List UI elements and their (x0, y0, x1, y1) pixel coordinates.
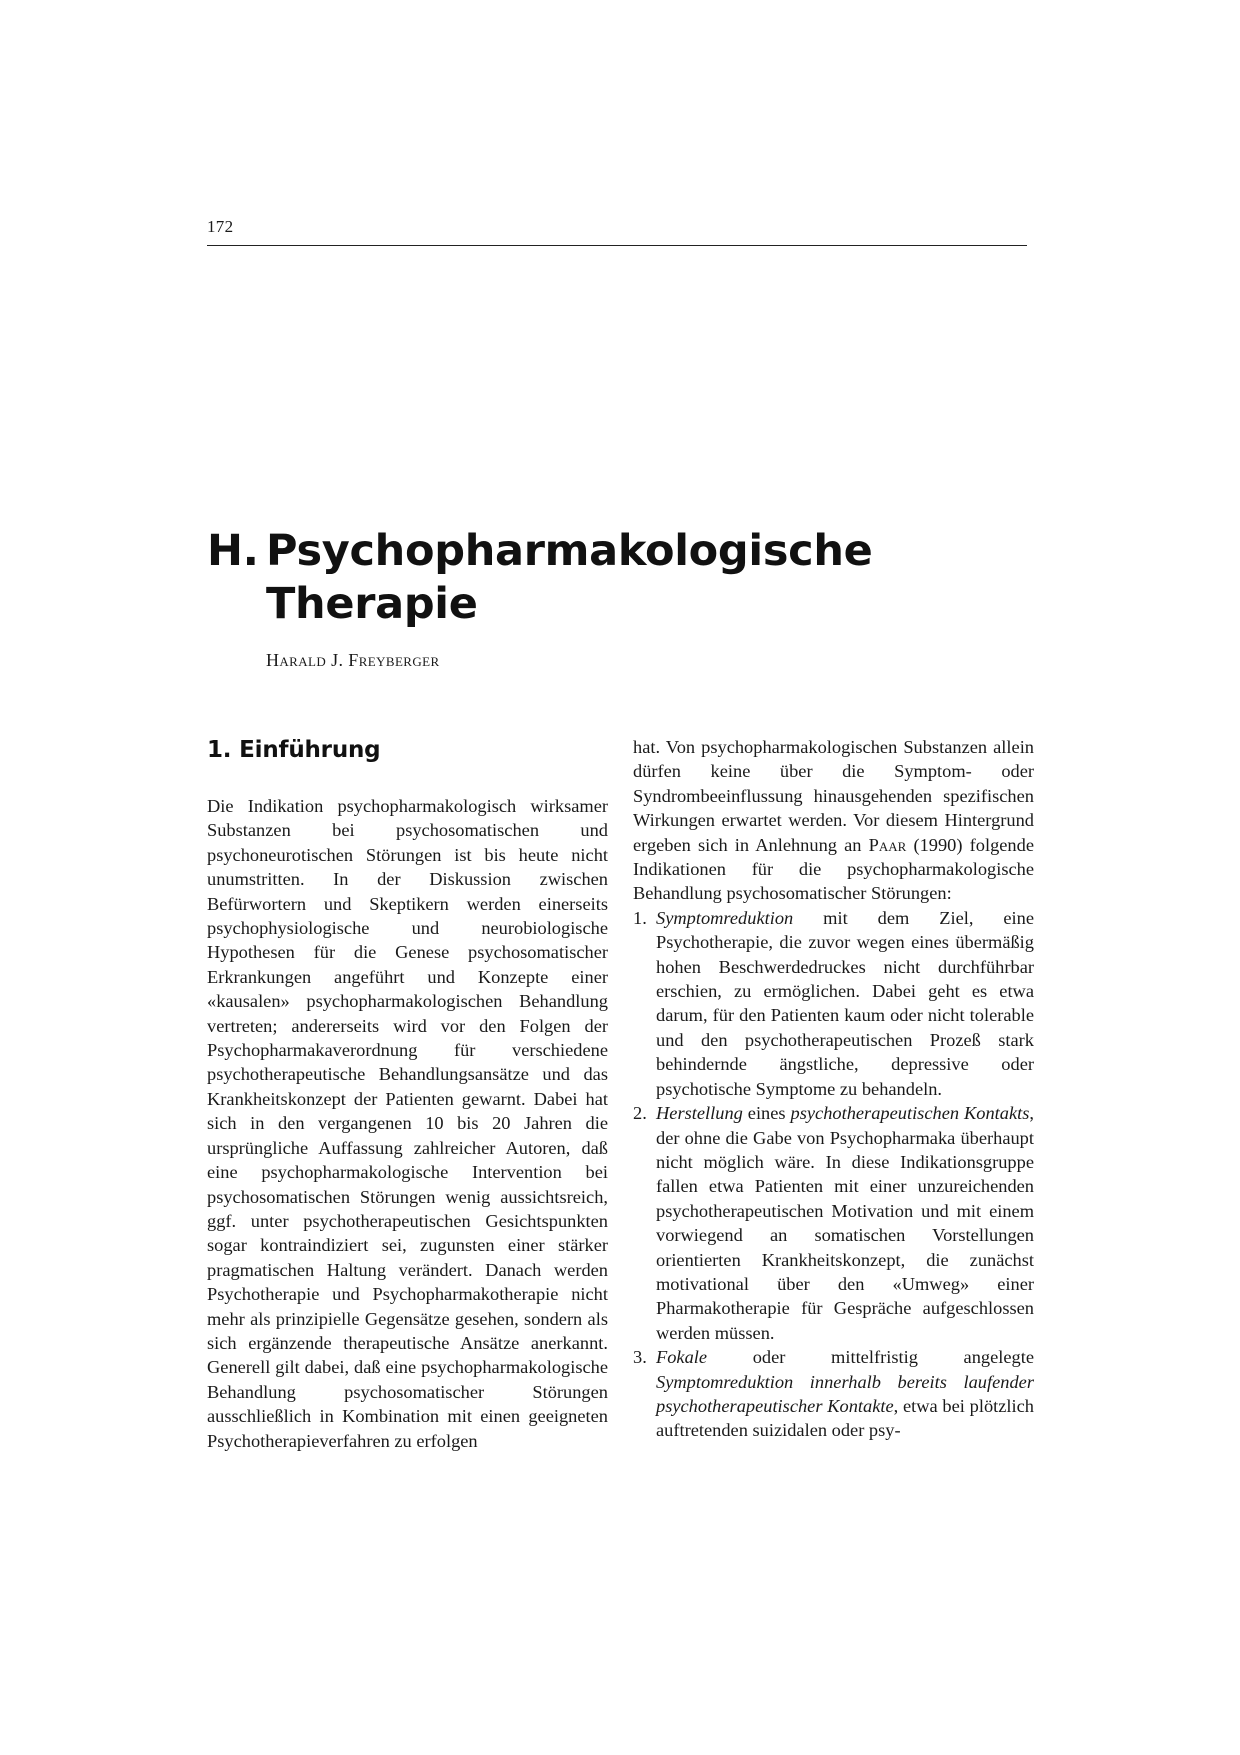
list-item-number: 3. (633, 1347, 647, 1368)
list-item (633, 1101, 1034, 1345)
list-item (633, 1345, 1034, 1443)
chapter-title (207, 525, 873, 631)
indications-list (633, 906, 1034, 1443)
list-item-text: oder mittelfristig angelegte (707, 1347, 1034, 1368)
list-item-text: eines (742, 1103, 791, 1124)
list-item-emphasis: Herstellung (656, 1103, 743, 1124)
chapter-title-line2: Therapie (266, 579, 478, 629)
page-number: 172 (207, 217, 234, 236)
indications-intro-text-2: (1990) folgende Indikationen für die psychopharmakologische Behandlung psychosomatischer Störungen: (633, 834, 1034, 904)
indications-intro (633, 735, 1034, 906)
chapter-letter: H. (207, 526, 259, 576)
cited-author: Paar (868, 834, 907, 855)
chapter-title-line1: Psychopharmakologische (266, 526, 873, 576)
list-item-text: , der ohne die Gabe von Psychopharmaka überhaupt nicht möglich wäre. In diese Indikationsgruppe fallen etwa Patienten mit einer unzureichenden psychotherapeutischen Motivation und mit einem vorwiegend an somatischen Vorstellungen orientierten Krankheitskonzept, die zunächst motivational über den «Umweg» einer Pharmakotherapie für Gespräche aufgeschlossen werden müssen. (656, 1103, 1034, 1343)
intro-paragraph: Die Indikation psychopharmakologisch wirksamer Substanzen bei psychosomatischen und psychoneurotischen Störungen ist bis heute nicht unumstritten. In der Diskussion zwischen Befürwortern und Skeptikern werden einerseits psychophysiologische und neurobiologische Hypothesen für die Genese psychosomatischer Erkrankungen angeführt und Konzepte einer «kausalen» psychopharmakologischen Behandlung vertreten; andererseits wird vor den Folgen der Psychopharmakaverordnung für verschiedene psychotherapeutische Behandlungsansätze und das Krankheitskonzept der Patienten gewarnt. Dabei hat sich in den vergangenen 10 bis 20 Jahren die ursprüngliche Auffassung zahlreicher Autoren, daß eine psychopharmakologische Intervention bei psychosomatischen Störungen wenig aussichtsreich, ggf. unter psychotherapeutischen Gesichtspunkten sogar kontraindiziert sei, zugunsten einer stärker pragmatischen Haltung verändert. Danach werden Psychotherapie und Psychopharmakotherapie nicht mehr als prinzipielle Gegensätze gesehen, sondern als sich ergänzende therapeutische Ansätze anerkannt. Generell gilt dabei, daß eine psychopharmakologische Behandlung psychosomatischer Störungen ausschließlich in Kombination mit einen geeigneten Psychotherapieverfahren zu erfolgen (207, 796, 608, 1451)
list-item-emphasis: psychotherapeutischen Kontakts (790, 1103, 1030, 1124)
list-item-number: 2. (633, 1103, 647, 1124)
list-item-text: mit dem Ziel, eine Psychotherapie, die zuvor wegen eines übermäßig hohen Beschwerdedruckes nicht durchführbar erschien, zu ermöglichen. Dabei geht es etwa darum, für den Patienten kaum oder nicht tolerable und den psychotherapeutischen Prozeß stark behindernde ängstliche, depressive oder psychotische Symptome zu behandeln. (656, 907, 1034, 1099)
header-rule (207, 245, 1027, 246)
list-item-emphasis: Symptomreduktion (656, 907, 794, 928)
left-column (207, 735, 608, 1453)
section-heading: 1. Einführung (207, 737, 381, 763)
list-item (633, 906, 1034, 1101)
list-item-emphasis: Fokale (656, 1347, 708, 1368)
chapter-author: Harald J. Freyberger (266, 650, 440, 670)
list-item-emphasis: Symptomreduktion innerhalb bereits laufender psychotherapeutischer Kontakte (656, 1371, 1034, 1416)
running-header (207, 217, 1027, 237)
list-item-text: , etwa bei plötzlich auftretenden suizidalen oder psy- (656, 1395, 1034, 1441)
right-column (633, 735, 1034, 1443)
list-item-number: 1. (633, 907, 647, 928)
indications-intro-text-1: hat. Von psychopharmakologischen Substanzen allein dürfen keine über die Symptom- oder Syndrombeeinflussung hinausgehenden spezifischen Wirkungen erwartet werden. Vor diesem Hintergrund ergeben sich in Anlehnung an (633, 737, 1034, 855)
